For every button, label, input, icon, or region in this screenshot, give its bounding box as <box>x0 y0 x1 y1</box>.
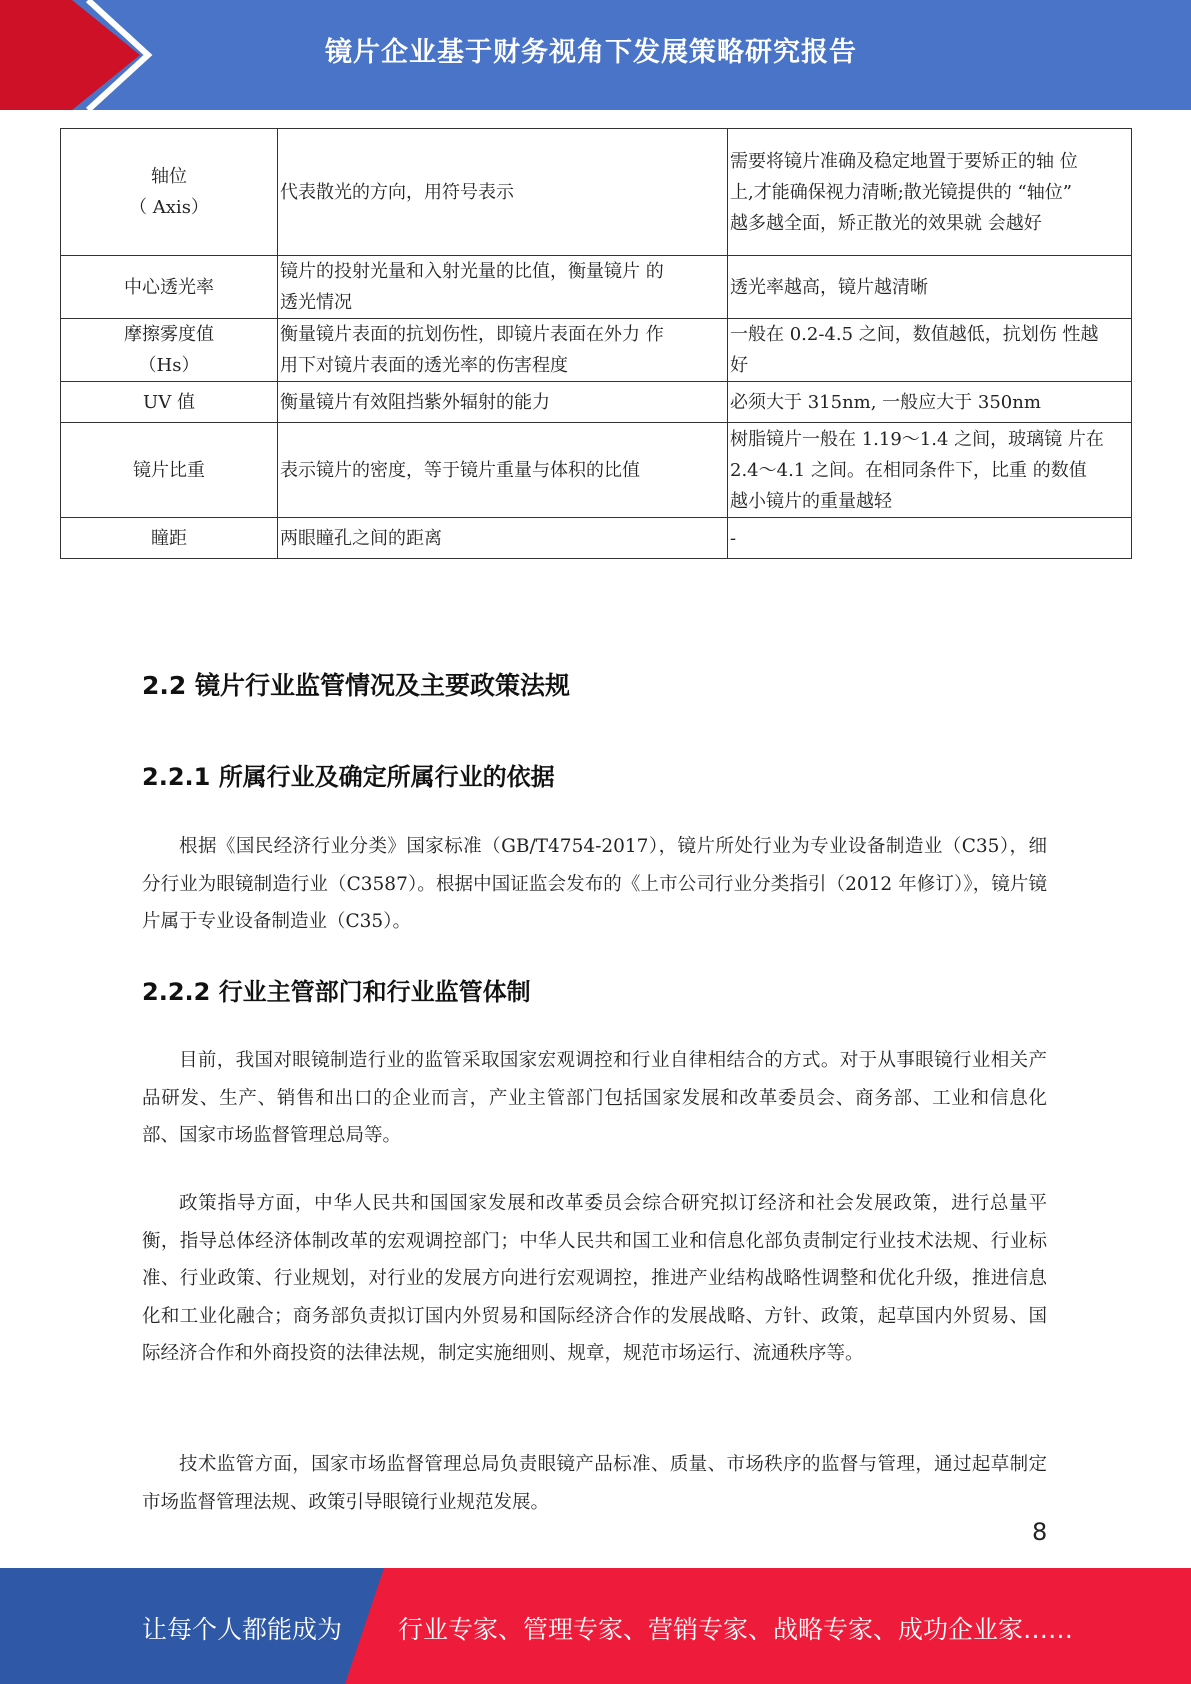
param-note-cell <box>728 319 1132 382</box>
param-description-cell <box>278 319 728 382</box>
report-title: 镜片企业基于财务视角下发展策略研究报告 <box>325 37 857 68</box>
cell-text-line: 表示镜片的密度，等于镜片重量与体积的比值 <box>280 459 640 481</box>
param-name-cell <box>61 319 278 382</box>
cell-text-line: 必须大于 315nm, 一般应大于 350nm <box>730 391 1041 413</box>
cell-text-line: 树脂镜片一般在 1.19～1.4 之间，玻璃镜 片在 <box>730 428 1104 450</box>
page-number: 8 <box>1032 1518 1048 1546</box>
section-2-2-1-heading: 2.2.1 所属行业及确定所属行业的依据 <box>142 763 555 791</box>
table-row <box>61 129 1132 256</box>
header-banner <box>0 0 1191 110</box>
cell-text-line: 中心透光率 <box>124 276 214 298</box>
cell-text-line: - <box>730 527 737 549</box>
param-name-cell <box>61 518 278 559</box>
cell-text-line: 透光率越高，镜片越清晰 <box>730 276 928 298</box>
param-name-cell <box>61 256 278 319</box>
table-row <box>61 319 1132 382</box>
param-note-cell <box>728 256 1132 319</box>
table-row <box>61 518 1132 559</box>
section-2-2-heading: 2.2 镜片行业监管情况及主要政策法规 <box>142 671 570 700</box>
param-description-cell <box>278 423 728 518</box>
cell-text-line: 需要将镜片准确及稳定地置于要矫正的轴 位 <box>730 150 1078 172</box>
param-note-cell <box>728 382 1132 423</box>
footer-slogan-roles: 行业专家、管理专家、营销专家、战略专家、成功企业家…… <box>398 1615 1074 1644</box>
cell-text-line: 2.4～4.1 之间。在相同条件下，比重 的数值 <box>730 459 1087 481</box>
table-row <box>61 382 1132 423</box>
cell-text-line: 衡量镜片表面的抗划伤性，即镜片表面在外力 作 <box>280 324 664 345</box>
cell-text-line: 上,才能确保视力清晰;散光镜提供的 “轴位” <box>730 181 1072 203</box>
section-2-2-2-heading: 2.2.2 行业主管部门和行业监管体制 <box>142 978 531 1006</box>
param-note-cell <box>728 129 1132 256</box>
cell-text-line: 越小镜片的重量越轻 <box>730 490 892 512</box>
table-row <box>61 423 1132 518</box>
footer-banner <box>0 1568 1191 1684</box>
table-row <box>61 256 1132 319</box>
cell-text-line: 衡量镜片有效阻挡紫外辐射的能力 <box>280 391 550 413</box>
lens-spec-table <box>60 128 1132 559</box>
cell-text-line: （Hs） <box>138 355 200 376</box>
cell-text-line: （ Axis） <box>129 197 209 218</box>
param-description-cell <box>278 518 728 559</box>
cell-text-line: 用下对镜片表面的透光率的伤害程度 <box>280 355 568 376</box>
cell-text-line: 两眼瞳孔之间的距离 <box>280 527 442 549</box>
paragraph-regulation-overview: 目前，我国对眼镜制造行业的监管采取国家宏观调控和行业自律相结合的方式。对于从事眼镜行业相关产品研发、生产、销售和出口的企业而言，产业主管部门包括国家发展和改革委员会、商务部、工业和信息化部、国家市场监督管理总局等。 <box>142 1050 1047 1146</box>
cell-text-line: 一般在 0.2-4.5 之间，数值越低，抗划伤 性越 <box>730 324 1099 345</box>
param-description-cell <box>278 256 728 319</box>
cell-text-line: 摩擦雾度值 <box>124 324 214 345</box>
cell-text-line: 瞳距 <box>151 527 187 549</box>
param-description-cell <box>278 382 728 423</box>
footer-slogan-lead: 让每个人都能成为 <box>142 1615 343 1644</box>
cell-text-line: 镜片比重 <box>133 459 205 481</box>
param-name-cell <box>61 423 278 518</box>
param-note-cell <box>728 423 1132 518</box>
cell-text-line: 轴位 <box>151 166 187 187</box>
param-name-cell <box>61 382 278 423</box>
paragraph-policy-guidance: 政策指导方面，中华人民共和国国家发展和改革委员会综合研究拟订经济和社会发展政策，进行总量平衡，指导总体经济体制改革的宏观调控部门；中华人民共和国工业和信息化部负责制定行业技术法规、行业标准、行业政策、行业规划，对行业的发展方向进行宏观调控，推进产业结构战略性调整和优化升级，推进信息化和工业化融合；商务部负责拟订国内外贸易和国际经济合作的发展战略、方针、政策，起草国内外贸易、国际经济合作和外商投资的法律法规，制定实施细则、规章，规范市场运行、流通秩序等。 <box>142 1193 1047 1364</box>
cell-text-line: 代表散光的方向，用符号表示 <box>280 181 514 203</box>
paragraph-technical-supervision: 技术监管方面，国家市场监督管理总局负责眼镜产品标准、质量、市场秩序的监督与管理，通过起草制定市场监督管理法规、政策引导眼镜行业规范发展。 <box>142 1454 1047 1513</box>
param-name-cell <box>61 129 278 256</box>
param-note-cell <box>728 518 1132 559</box>
cell-text-line: 越多越全面，矫正散光的效果就 会越好 <box>730 212 1042 234</box>
paragraph-industry-classification: 根据《国民经济行业分类》国家标准（GB/T4754-2017），镜片所处行业为专业设备制造业（C35），细分行业为眼镜制造行业（C3587）。根据中国证监会发布的《上市公司行业分类指引（2012 年修订）》，镜片镜片属于专业设备制造业（C35）。 <box>142 836 1047 932</box>
cell-text-line: UV 值 <box>143 391 195 413</box>
cell-text-line: 透光情况 <box>280 292 352 313</box>
cell-text-line: 好 <box>730 355 748 376</box>
cell-text-line: 镜片的投射光量和入射光量的比值，衡量镜片 的 <box>280 261 664 282</box>
param-description-cell <box>278 129 728 256</box>
